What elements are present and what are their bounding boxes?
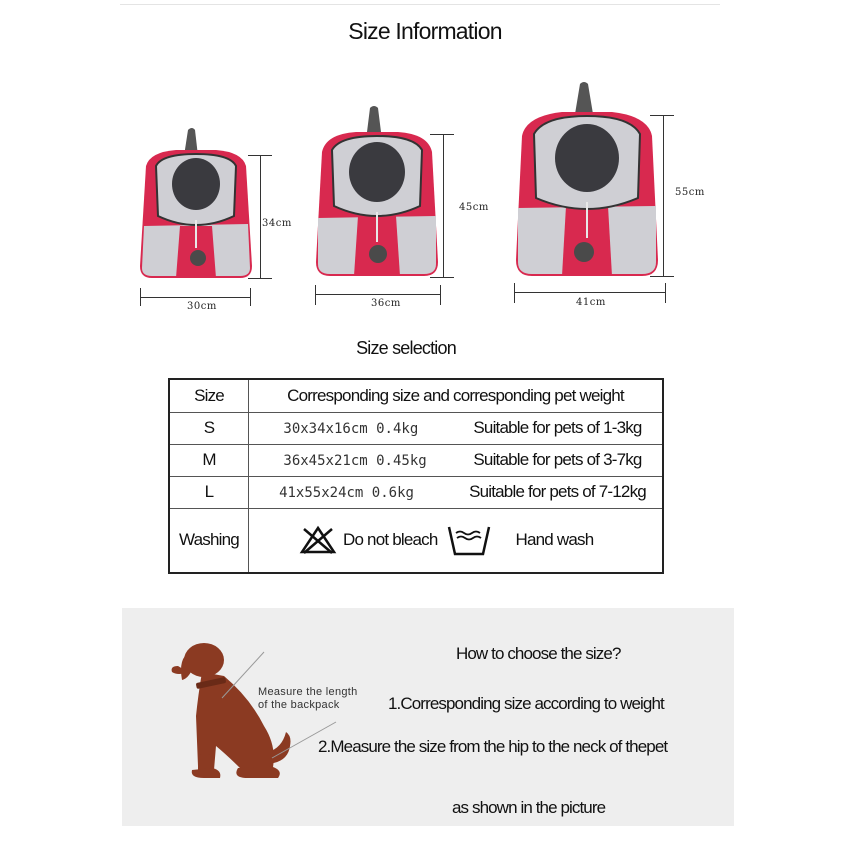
height-label-large: 55cm <box>675 187 705 198</box>
page-title: Size Information <box>348 18 502 44</box>
table-header-row <box>169 379 663 412</box>
header-desc: Corresponding size and corresponding pet weight <box>249 379 664 412</box>
table-row <box>169 476 663 508</box>
backpack-large-image <box>508 80 666 288</box>
row-suitability: Suitable for pets of 1-3kg <box>473 418 642 437</box>
header-size: Size <box>169 379 249 412</box>
row-size: S <box>169 412 249 444</box>
height-label-small: 34cm <box>262 218 292 229</box>
washing-row <box>169 508 663 573</box>
size-table <box>168 378 664 574</box>
no-bleach-icon <box>299 525 337 555</box>
table-row <box>169 444 663 476</box>
width-label-small: 30cm <box>187 301 217 312</box>
row-suitability: Suitable for pets of 7-12kg <box>469 482 646 501</box>
washing-label: Washing <box>169 508 249 573</box>
row-dims: 41x55x24cm 0.6kg <box>279 485 414 501</box>
row-dims: 30x34x16cm 0.4kg <box>283 421 419 437</box>
backpack-small-image <box>136 126 256 292</box>
guide-step-2: 2.Measure the size from the hip to the neck of thepet <box>318 737 668 756</box>
hand-wash-text: Hand wash <box>515 530 594 550</box>
table-row <box>169 412 663 444</box>
guide-question: How to choose the size? <box>456 644 621 663</box>
top-divider <box>120 4 720 5</box>
size-selection-title: Size selection <box>356 338 456 358</box>
width-label-medium: 36cm <box>371 298 401 309</box>
height-label-medium: 45cm <box>459 202 489 213</box>
row-size: M <box>169 444 249 476</box>
hand-wash-icon <box>446 523 492 557</box>
width-label-large: 41cm <box>576 297 606 308</box>
row-size: L <box>169 476 249 508</box>
guide-step-3: as shown in the picture <box>452 798 606 817</box>
row-dims: 36x45x21cm 0.45kg <box>283 453 427 469</box>
row-suitability: Suitable for pets of 3-7kg <box>473 450 642 469</box>
guide-step-1: 1.Corresponding size according to weight <box>388 694 664 713</box>
measure-note: Measure the length of the backpack <box>258 686 358 711</box>
no-bleach-text: Do not bleach <box>343 530 438 550</box>
backpack-medium-image <box>310 104 444 290</box>
